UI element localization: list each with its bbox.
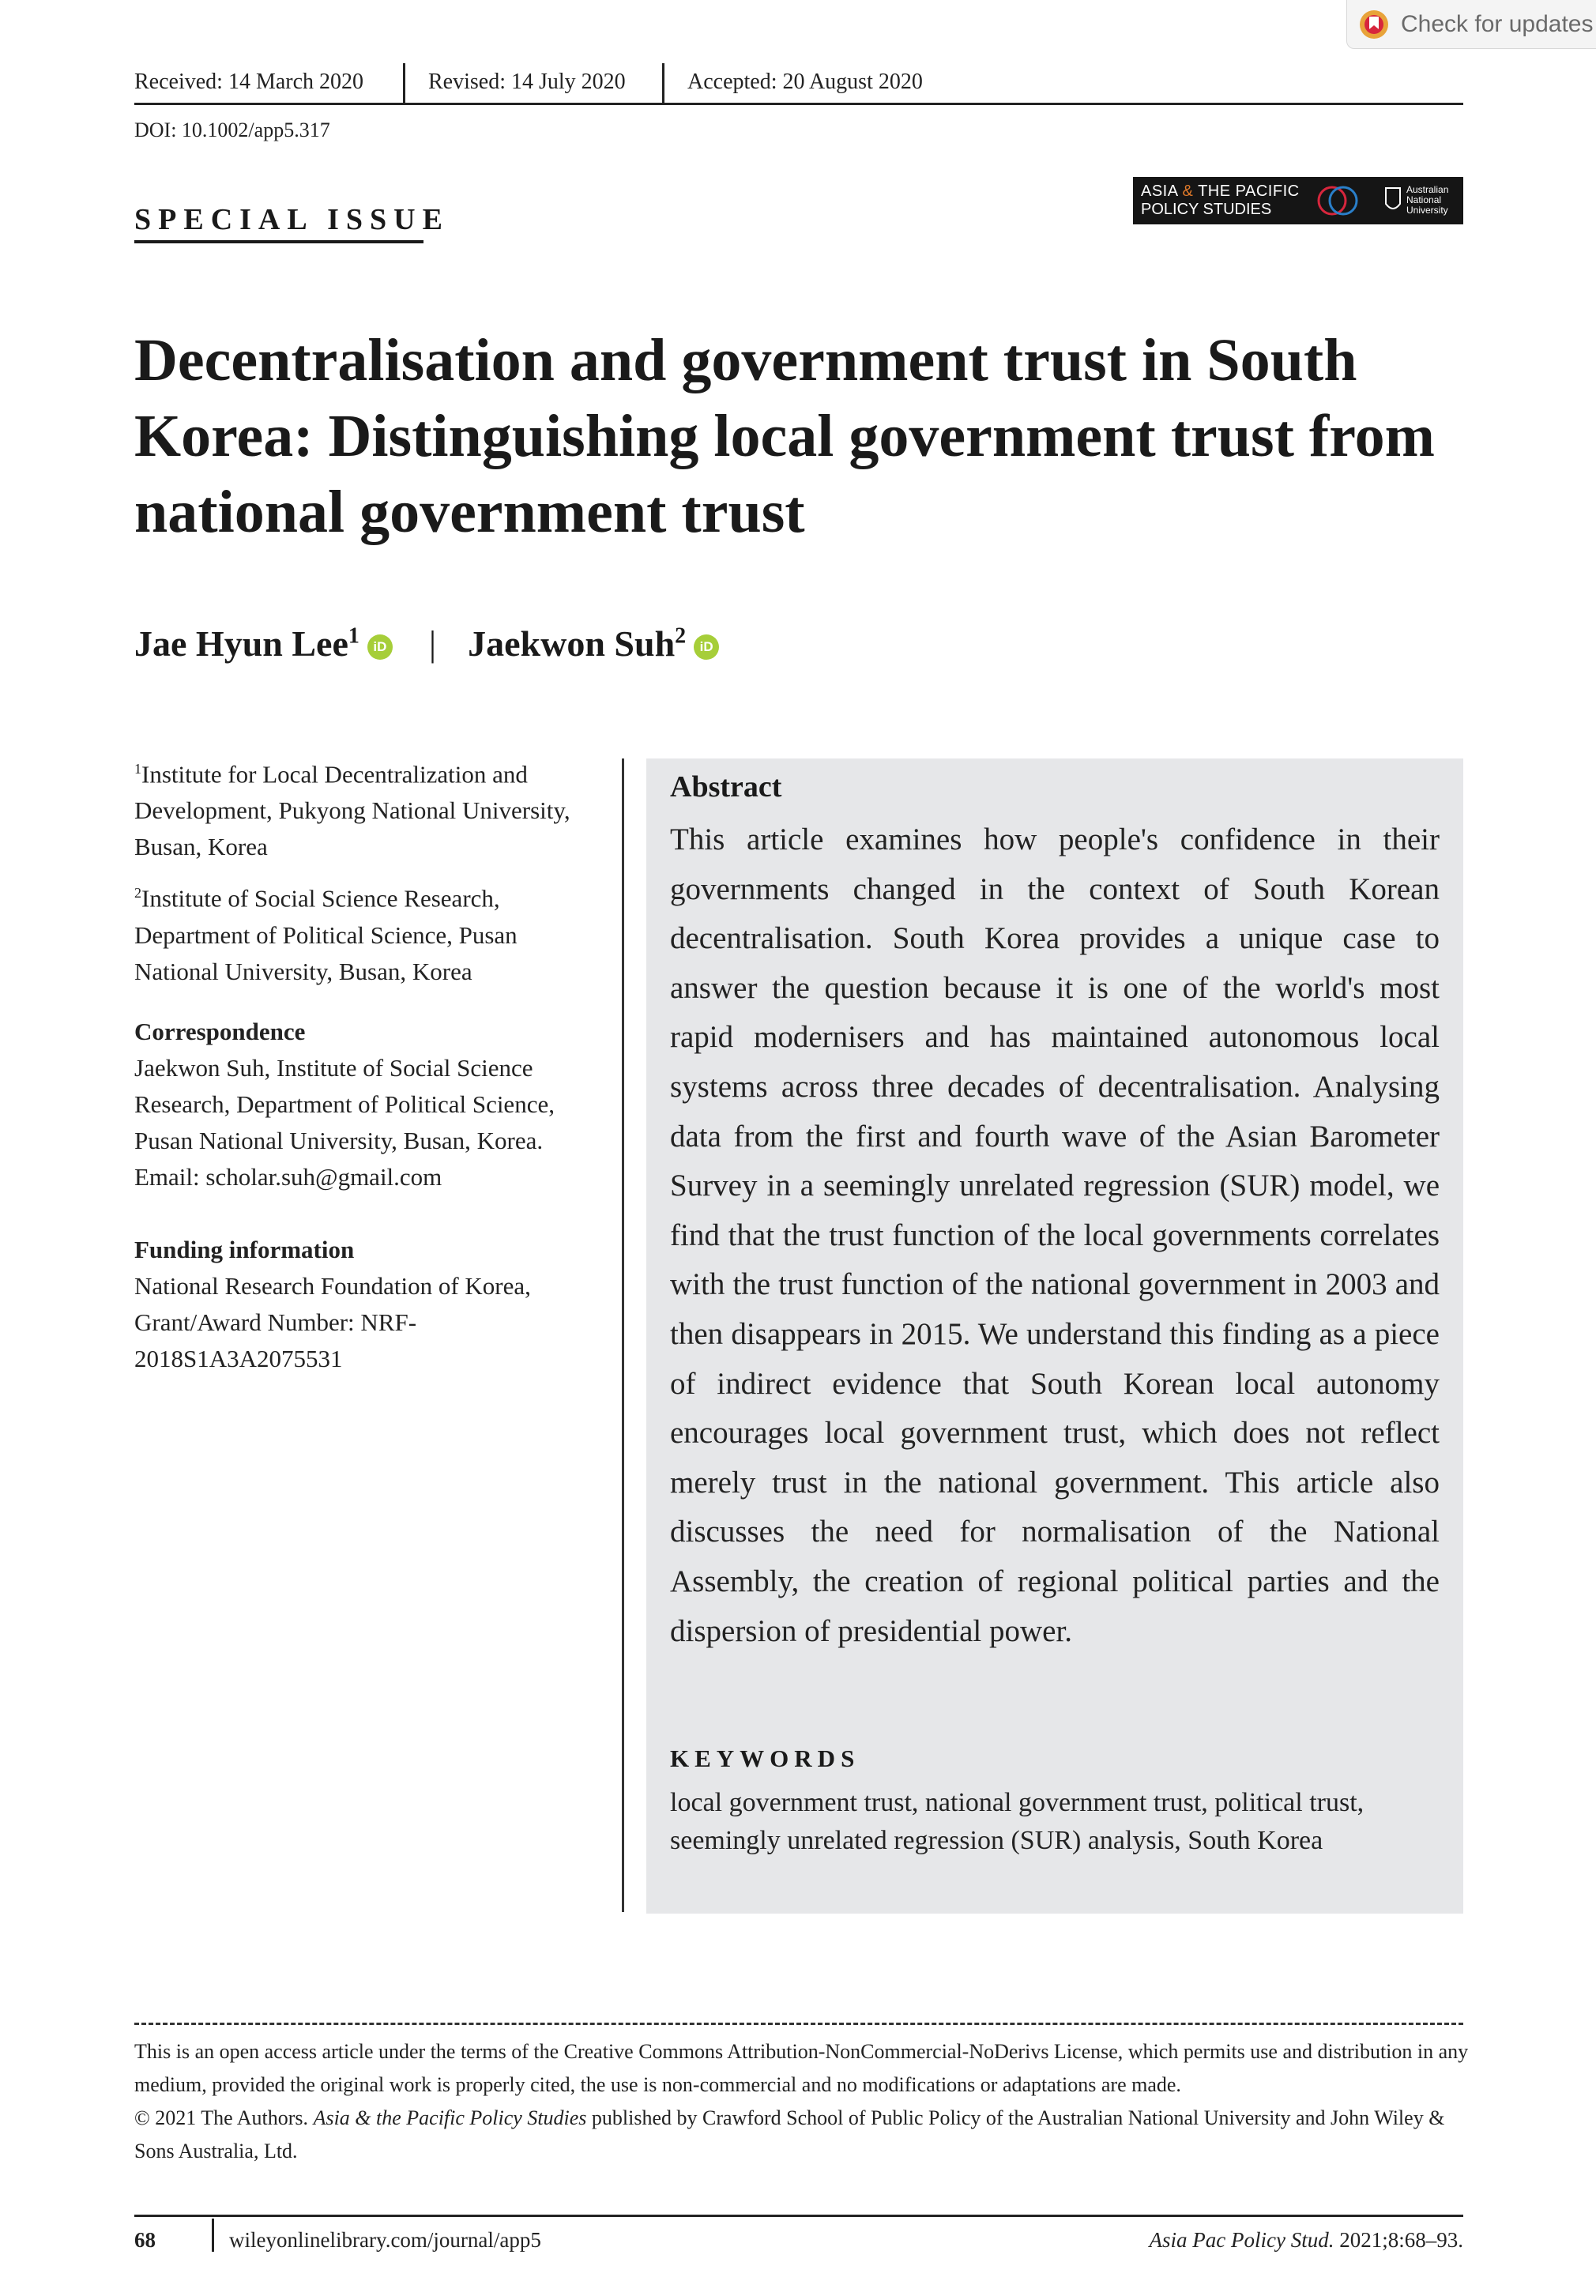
anu-crest-icon bbox=[1384, 186, 1402, 215]
anu-wordmark: Australian National University bbox=[1406, 184, 1449, 216]
article-title: Decentralisation and government trust in South Korea: Distinguishing local government trust from national government trust bbox=[134, 327, 1435, 545]
accepted-date: Accepted: 20 August 2020 bbox=[687, 70, 923, 94]
page-number: 68 bbox=[134, 2228, 156, 2252]
license-divider bbox=[134, 2023, 1463, 2025]
orcid-icon[interactable]: iD bbox=[367, 634, 393, 660]
section-label: SPECIAL ISSUE bbox=[134, 203, 450, 236]
doi[interactable]: DOI: 10.1002/app5.317 bbox=[134, 119, 330, 141]
check-for-updates-button[interactable] bbox=[1346, 0, 1596, 49]
footer-rule bbox=[134, 2215, 1463, 2217]
author-separator: | bbox=[428, 623, 437, 664]
date-divider bbox=[403, 63, 405, 104]
author-list bbox=[134, 623, 719, 664]
revised-date: Revised: 14 July 2020 bbox=[428, 70, 626, 94]
correspondence-email[interactable]: Email: scholar.suh@gmail.com bbox=[134, 1162, 442, 1191]
keywords-heading: KEYWORDS bbox=[670, 1745, 860, 1772]
section-label-underline bbox=[134, 240, 423, 243]
check-updates-icon bbox=[1358, 9, 1390, 40]
column-divider bbox=[622, 758, 624, 1912]
author-name[interactable]: Jae Hyun Lee bbox=[134, 623, 348, 664]
keywords-text: local government trust, national government trust, political trust, seemingly unrelated regression (SUR) analysis, South Korea bbox=[670, 1788, 1365, 1855]
author-name[interactable]: Jaekwon Suh bbox=[468, 623, 676, 664]
author-affil-mark: 1 bbox=[348, 623, 359, 649]
author-affil-mark: 2 bbox=[675, 623, 687, 649]
affiliation: $^1$Institute for Local Decentralization and Development, Pukyong National University, Busan, Korea bbox=[134, 760, 570, 861]
citation: Asia Pac Policy Stud. 2021;8:68–93. bbox=[1149, 2228, 1463, 2252]
funding-text: National Research Foundation of Korea, Grant/Award Number: NRF-2018S1A3A2075531 bbox=[134, 1271, 531, 1372]
footer-divider bbox=[212, 2219, 214, 2252]
abstract-text: This article examines how people's confidence in their governments changed in the context of South Korean decentralisation. South Korea provides a unique case to answer the question because it is one of the world's most rapid modernisers and has maintained autonomous local systems across three decades of decentralisation. Analysing data from the first and fourth wave of the Asian Barometer Survey in a seemingly unrelated regression (SUR) model, we find that the trust function of the local governments correlates with the trust function of the national government in 2003 and then disappears in 2015. We understand this finding as a piece of indirect evidence that South Korean local autonomy encourages local government trust, which does not reflect merely trust in the national government. This article also discusses the need for normalisation of the National Assembly, the creation of regional political parties and the dispersion of presidential power. bbox=[670, 822, 1440, 1648]
affiliation: $^2$Institute of Social Science Research, Department of Political Science, Pusan National University, Busan, Korea bbox=[134, 884, 518, 985]
article-dates bbox=[134, 63, 1463, 104]
front-matter-sidebar bbox=[134, 751, 600, 1377]
license-notice bbox=[134, 2035, 1470, 2168]
header-rule bbox=[134, 103, 1463, 105]
copyright-text: © 2021 The Authors. Asia & the Pacific Policy Studies published by Crawford School of Public Policy of the Australian National University and John Wiley & Sons Australia, Ltd. bbox=[134, 2106, 1445, 2162]
journal-emblem-icon bbox=[1315, 180, 1362, 221]
correspondence-label: Correspondence bbox=[134, 1017, 306, 1045]
journal-logo: ASIA & THE PACIFIC POLICY STUDIES Australian National University bbox=[1133, 177, 1463, 224]
journal-url[interactable]: wileyonlinelibrary.com/journal/app5 bbox=[229, 2228, 541, 2252]
correspondence-text: Jaekwon Suh, Institute of Social Science Research, Department of Political Science, Pusan National University, Busan, Korea. bbox=[134, 1053, 555, 1154]
received-date: Received: 14 March 2020 bbox=[134, 70, 364, 94]
funding-label: Funding information bbox=[134, 1235, 355, 1263]
abstract-heading: Abstract bbox=[670, 770, 782, 804]
license-text: This is an open access article under the terms of the Creative Commons Attribution-NonCommercial-NoDerivs License, which permits use and distribution in any medium, provided the original work is properly cited, the use is non-commercial and no modifications or adaptations are made. bbox=[134, 2040, 1469, 2096]
orcid-icon[interactable]: iD bbox=[694, 634, 719, 660]
check-updates-label: Check for updates bbox=[1401, 10, 1594, 37]
date-divider bbox=[662, 63, 664, 104]
